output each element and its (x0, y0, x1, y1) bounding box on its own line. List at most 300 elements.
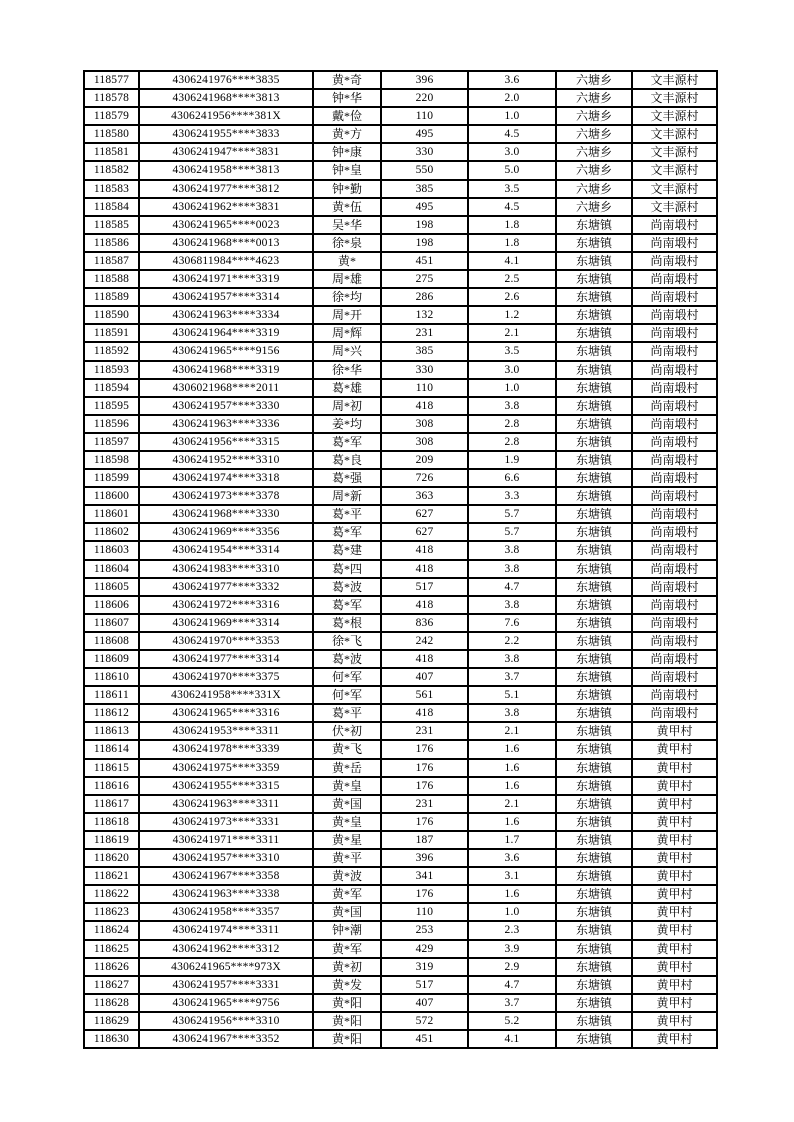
cell-id-masked: 4306241971****3319 (139, 270, 313, 288)
cell-name: 葛*军 (313, 596, 381, 614)
cell-id-masked: 4306241956****381X (139, 107, 313, 125)
table-row (84, 505, 717, 523)
cell-village: 尚南塅村 (632, 686, 717, 704)
cell-rate: 4.7 (468, 578, 556, 596)
cell-serial-number: 118625 (84, 940, 139, 958)
cell-serial-number: 118598 (84, 451, 139, 469)
cell-township: 东塘镇 (556, 578, 632, 596)
cell-amount: 341 (381, 867, 468, 885)
table-row (84, 198, 717, 216)
cell-township: 六塘乡 (556, 143, 632, 161)
cell-village: 尚南塅村 (632, 379, 717, 397)
cell-amount: 418 (381, 596, 468, 614)
table-row (84, 831, 717, 849)
cell-amount: 176 (381, 777, 468, 795)
table-row (84, 252, 717, 270)
cell-id-masked: 4306241973****3378 (139, 487, 313, 505)
cell-village: 黄甲村 (632, 903, 717, 921)
cell-serial-number: 118601 (84, 505, 139, 523)
cell-township: 东塘镇 (556, 505, 632, 523)
cell-name: 周*开 (313, 306, 381, 324)
cell-township: 东塘镇 (556, 921, 632, 939)
cell-village: 文丰源村 (632, 180, 717, 198)
cell-amount: 407 (381, 668, 468, 686)
cell-amount: 429 (381, 940, 468, 958)
cell-name: 黄* (313, 252, 381, 270)
cell-amount: 220 (381, 89, 468, 107)
cell-township: 东塘镇 (556, 994, 632, 1012)
cell-name: 葛*平 (313, 505, 381, 523)
cell-amount: 517 (381, 578, 468, 596)
cell-serial-number: 118591 (84, 324, 139, 342)
cell-serial-number: 118612 (84, 704, 139, 722)
cell-serial-number: 118619 (84, 831, 139, 849)
table-row (84, 994, 717, 1012)
cell-village: 黄甲村 (632, 831, 717, 849)
cell-amount: 308 (381, 433, 468, 451)
cell-serial-number: 118580 (84, 125, 139, 143)
table-row (84, 632, 717, 650)
cell-serial-number: 118608 (84, 632, 139, 650)
cell-name: 钟*华 (313, 89, 381, 107)
cell-id-masked: 4306241967****3358 (139, 867, 313, 885)
cell-village: 尚南塅村 (632, 704, 717, 722)
cell-amount: 418 (381, 541, 468, 559)
cell-name: 葛*根 (313, 614, 381, 632)
table-row (84, 704, 717, 722)
cell-id-masked: 4306241963****3334 (139, 306, 313, 324)
cell-village: 文丰源村 (632, 161, 717, 179)
cell-id-masked: 4306241969****3314 (139, 614, 313, 632)
cell-amount: 550 (381, 161, 468, 179)
cell-name: 黄*平 (313, 849, 381, 867)
cell-township: 东塘镇 (556, 867, 632, 885)
cell-rate: 2.6 (468, 288, 556, 306)
cell-serial-number: 118627 (84, 976, 139, 994)
cell-id-masked: 4306241977****3332 (139, 578, 313, 596)
table-row (84, 885, 717, 903)
cell-serial-number: 118630 (84, 1030, 139, 1048)
cell-serial-number: 118583 (84, 180, 139, 198)
cell-id-masked: 4306241958****3357 (139, 903, 313, 921)
cell-amount: 363 (381, 487, 468, 505)
cell-village: 文丰源村 (632, 71, 717, 89)
cell-rate: 3.5 (468, 180, 556, 198)
cell-village: 尚南塅村 (632, 415, 717, 433)
cell-township: 东塘镇 (556, 397, 632, 415)
table-body (84, 71, 717, 1048)
cell-serial-number: 118626 (84, 958, 139, 976)
cell-name: 何*军 (313, 686, 381, 704)
cell-village: 黄甲村 (632, 740, 717, 758)
cell-serial-number: 118587 (84, 252, 139, 270)
table-row (84, 415, 717, 433)
cell-serial-number: 118577 (84, 71, 139, 89)
cell-amount: 418 (381, 397, 468, 415)
cell-serial-number: 118602 (84, 523, 139, 541)
table-row (84, 234, 717, 252)
cell-township: 东塘镇 (556, 885, 632, 903)
cell-township: 东塘镇 (556, 234, 632, 252)
cell-amount: 418 (381, 560, 468, 578)
cell-rate: 5.7 (468, 523, 556, 541)
cell-village: 黄甲村 (632, 940, 717, 958)
cell-name: 葛*军 (313, 433, 381, 451)
table-row (84, 686, 717, 704)
cell-amount: 110 (381, 107, 468, 125)
table-row (84, 813, 717, 831)
cell-rate: 2.8 (468, 415, 556, 433)
cell-serial-number: 118590 (84, 306, 139, 324)
cell-name: 黄*星 (313, 831, 381, 849)
cell-name: 黄*军 (313, 940, 381, 958)
cell-rate: 1.6 (468, 777, 556, 795)
cell-id-masked: 4306241976****3835 (139, 71, 313, 89)
cell-name: 吴*华 (313, 216, 381, 234)
table-row (84, 397, 717, 415)
cell-name: 徐*华 (313, 361, 381, 379)
cell-serial-number: 118610 (84, 668, 139, 686)
cell-township: 东塘镇 (556, 379, 632, 397)
cell-village: 尚南塅村 (632, 234, 717, 252)
cell-amount: 308 (381, 415, 468, 433)
cell-village: 尚南塅村 (632, 397, 717, 415)
cell-amount: 418 (381, 704, 468, 722)
cell-id-masked: 4306241974****3311 (139, 921, 313, 939)
cell-name: 徐*飞 (313, 632, 381, 650)
table-row (84, 903, 717, 921)
cell-rate: 2.1 (468, 324, 556, 342)
cell-village: 尚南塅村 (632, 632, 717, 650)
cell-name: 周*兴 (313, 342, 381, 360)
cell-rate: 4.1 (468, 252, 556, 270)
cell-rate: 3.1 (468, 867, 556, 885)
cell-rate: 1.9 (468, 451, 556, 469)
cell-township: 六塘乡 (556, 180, 632, 198)
cell-amount: 198 (381, 216, 468, 234)
cell-village: 尚南塅村 (632, 306, 717, 324)
cell-id-masked: 4306241971****3311 (139, 831, 313, 849)
cell-name: 黄*飞 (313, 740, 381, 758)
cell-rate: 3.6 (468, 71, 556, 89)
cell-name: 黄*皇 (313, 777, 381, 795)
table-row (84, 180, 717, 198)
cell-township: 东塘镇 (556, 523, 632, 541)
cell-serial-number: 118585 (84, 216, 139, 234)
cell-id-masked: 4306241955****3315 (139, 777, 313, 795)
cell-amount: 330 (381, 143, 468, 161)
cell-village: 尚南塅村 (632, 288, 717, 306)
cell-id-masked: 4306241963****3338 (139, 885, 313, 903)
cell-serial-number: 118611 (84, 686, 139, 704)
cell-amount: 275 (381, 270, 468, 288)
cell-township: 六塘乡 (556, 161, 632, 179)
cell-name: 黄*方 (313, 125, 381, 143)
cell-name: 葛*强 (313, 469, 381, 487)
cell-serial-number: 118616 (84, 777, 139, 795)
cell-name: 黄*岳 (313, 759, 381, 777)
cell-id-masked: 4306241965****0023 (139, 216, 313, 234)
cell-serial-number: 118597 (84, 433, 139, 451)
cell-serial-number: 118596 (84, 415, 139, 433)
cell-id-masked: 4306241957****3310 (139, 849, 313, 867)
cell-name: 葛*波 (313, 578, 381, 596)
cell-rate: 3.5 (468, 342, 556, 360)
table-row (84, 433, 717, 451)
cell-village: 黄甲村 (632, 795, 717, 813)
cell-serial-number: 118605 (84, 578, 139, 596)
cell-township: 六塘乡 (556, 89, 632, 107)
table-row (84, 596, 717, 614)
cell-township: 东塘镇 (556, 831, 632, 849)
cell-id-masked: 4306241954****3314 (139, 541, 313, 559)
cell-id-masked: 4306241977****3812 (139, 180, 313, 198)
cell-amount: 110 (381, 379, 468, 397)
cell-village: 黄甲村 (632, 921, 717, 939)
table-row (84, 541, 717, 559)
cell-rate: 5.0 (468, 161, 556, 179)
cell-rate: 2.5 (468, 270, 556, 288)
cell-rate: 2.1 (468, 795, 556, 813)
cell-township: 东塘镇 (556, 288, 632, 306)
cell-village: 文丰源村 (632, 107, 717, 125)
cell-serial-number: 118617 (84, 795, 139, 813)
cell-township: 东塘镇 (556, 976, 632, 994)
cell-amount: 187 (381, 831, 468, 849)
cell-amount: 418 (381, 650, 468, 668)
cell-name: 葛*波 (313, 650, 381, 668)
cell-village: 尚南塅村 (632, 650, 717, 668)
table-row (84, 523, 717, 541)
cell-amount: 627 (381, 505, 468, 523)
cell-township: 东塘镇 (556, 777, 632, 795)
cell-rate: 1.2 (468, 306, 556, 324)
cell-rate: 5.2 (468, 1012, 556, 1030)
cell-amount: 572 (381, 1012, 468, 1030)
cell-name: 黄*奇 (313, 71, 381, 89)
cell-rate: 5.1 (468, 686, 556, 704)
table-row (84, 976, 717, 994)
cell-rate: 3.8 (468, 650, 556, 668)
cell-name: 钟*康 (313, 143, 381, 161)
cell-amount: 242 (381, 632, 468, 650)
records-table (83, 70, 718, 1049)
table-row (84, 849, 717, 867)
cell-id-masked: 4306241965****9156 (139, 342, 313, 360)
cell-rate: 2.3 (468, 921, 556, 939)
cell-name: 钟*潮 (313, 921, 381, 939)
cell-id-masked: 4306241965****9756 (139, 994, 313, 1012)
cell-rate: 1.7 (468, 831, 556, 849)
cell-id-masked: 4306241972****3316 (139, 596, 313, 614)
cell-township: 东塘镇 (556, 958, 632, 976)
cell-township: 六塘乡 (556, 107, 632, 125)
cell-village: 黄甲村 (632, 722, 717, 740)
cell-village: 尚南塅村 (632, 361, 717, 379)
cell-id-masked: 4306241958****3813 (139, 161, 313, 179)
table-row (84, 668, 717, 686)
cell-id-masked: 4306241958****331X (139, 686, 313, 704)
cell-id-masked: 4306241962****3831 (139, 198, 313, 216)
cell-serial-number: 118609 (84, 650, 139, 668)
cell-township: 东塘镇 (556, 415, 632, 433)
cell-id-masked: 4306241970****3375 (139, 668, 313, 686)
cell-serial-number: 118578 (84, 89, 139, 107)
cell-serial-number: 118603 (84, 541, 139, 559)
cell-id-masked: 4306241963****3336 (139, 415, 313, 433)
cell-township: 东塘镇 (556, 813, 632, 831)
cell-id-masked: 4306241957****3330 (139, 397, 313, 415)
cell-amount: 231 (381, 795, 468, 813)
cell-village: 尚南塅村 (632, 523, 717, 541)
cell-name: 黄*皇 (313, 813, 381, 831)
cell-id-masked: 4306241968****3319 (139, 361, 313, 379)
table-row (84, 777, 717, 795)
cell-serial-number: 118614 (84, 740, 139, 758)
cell-village: 尚南塅村 (632, 433, 717, 451)
table-row (84, 1030, 717, 1048)
cell-name: 戴*俭 (313, 107, 381, 125)
cell-amount: 286 (381, 288, 468, 306)
cell-township: 东塘镇 (556, 306, 632, 324)
cell-village: 黄甲村 (632, 777, 717, 795)
cell-amount: 209 (381, 451, 468, 469)
cell-name: 葛*良 (313, 451, 381, 469)
table-row (84, 487, 717, 505)
cell-amount: 726 (381, 469, 468, 487)
cell-name: 周*初 (313, 397, 381, 415)
cell-name: 葛*四 (313, 560, 381, 578)
table-row (84, 89, 717, 107)
cell-village: 黄甲村 (632, 994, 717, 1012)
cell-rate: 3.0 (468, 361, 556, 379)
cell-id-masked: 4306241969****3356 (139, 523, 313, 541)
cell-village: 文丰源村 (632, 125, 717, 143)
cell-id-masked: 4306241970****3353 (139, 632, 313, 650)
cell-amount: 176 (381, 885, 468, 903)
cell-serial-number: 118615 (84, 759, 139, 777)
cell-village: 文丰源村 (632, 198, 717, 216)
cell-name: 黄*军 (313, 885, 381, 903)
cell-village: 尚南塅村 (632, 560, 717, 578)
cell-serial-number: 118629 (84, 1012, 139, 1030)
cell-township: 东塘镇 (556, 849, 632, 867)
cell-village: 尚南塅村 (632, 596, 717, 614)
cell-village: 尚南塅村 (632, 614, 717, 632)
cell-rate: 1.8 (468, 216, 556, 234)
cell-serial-number: 118584 (84, 198, 139, 216)
table-row (84, 469, 717, 487)
cell-id-masked: 4306241963****3311 (139, 795, 313, 813)
cell-village: 黄甲村 (632, 849, 717, 867)
cell-township: 东塘镇 (556, 342, 632, 360)
cell-township: 东塘镇 (556, 252, 632, 270)
table-row (84, 722, 717, 740)
cell-id-masked: 4306241965****3316 (139, 704, 313, 722)
cell-township: 东塘镇 (556, 361, 632, 379)
table-row (84, 216, 717, 234)
cell-amount: 495 (381, 125, 468, 143)
cell-rate: 4.1 (468, 1030, 556, 1048)
cell-id-masked: 4306241967****3352 (139, 1030, 313, 1048)
table-row (84, 125, 717, 143)
cell-township: 东塘镇 (556, 759, 632, 777)
cell-rate: 1.6 (468, 885, 556, 903)
cell-village: 尚南塅村 (632, 216, 717, 234)
cell-rate: 3.8 (468, 541, 556, 559)
cell-township: 东塘镇 (556, 686, 632, 704)
cell-name: 姜*均 (313, 415, 381, 433)
cell-village: 黄甲村 (632, 976, 717, 994)
cell-id-masked: 4306241953****3311 (139, 722, 313, 740)
cell-id-masked: 4306241956****3310 (139, 1012, 313, 1030)
cell-rate: 2.1 (468, 722, 556, 740)
cell-id-masked: 4306241983****3310 (139, 560, 313, 578)
cell-village: 尚南塅村 (632, 578, 717, 596)
cell-serial-number: 118579 (84, 107, 139, 125)
cell-township: 东塘镇 (556, 324, 632, 342)
cell-serial-number: 118586 (84, 234, 139, 252)
cell-rate: 7.6 (468, 614, 556, 632)
table-row (84, 161, 717, 179)
cell-rate: 1.6 (468, 740, 556, 758)
cell-id-masked: 4306241968****0013 (139, 234, 313, 252)
cell-serial-number: 118613 (84, 722, 139, 740)
cell-serial-number: 118607 (84, 614, 139, 632)
table-row (84, 958, 717, 976)
cell-amount: 627 (381, 523, 468, 541)
cell-id-masked: 4306241977****3314 (139, 650, 313, 668)
cell-township: 东塘镇 (556, 216, 632, 234)
cell-rate: 3.8 (468, 397, 556, 415)
cell-rate: 4.5 (468, 198, 556, 216)
cell-id-masked: 4306241968****3813 (139, 89, 313, 107)
table-row (84, 867, 717, 885)
cell-rate: 5.7 (468, 505, 556, 523)
cell-amount: 176 (381, 759, 468, 777)
cell-serial-number: 118594 (84, 379, 139, 397)
cell-rate: 6.6 (468, 469, 556, 487)
cell-township: 东塘镇 (556, 704, 632, 722)
cell-rate: 3.7 (468, 994, 556, 1012)
cell-village: 尚南塅村 (632, 469, 717, 487)
cell-name: 周*新 (313, 487, 381, 505)
cell-id-masked: 4306241952****3310 (139, 451, 313, 469)
cell-village: 尚南塅村 (632, 270, 717, 288)
table-row (84, 451, 717, 469)
cell-name: 伏*初 (313, 722, 381, 740)
cell-name: 钟*勤 (313, 180, 381, 198)
cell-name: 徐*泉 (313, 234, 381, 252)
cell-village: 文丰源村 (632, 143, 717, 161)
cell-id-masked: 4306241955****3833 (139, 125, 313, 143)
cell-township: 东塘镇 (556, 668, 632, 686)
cell-amount: 385 (381, 342, 468, 360)
cell-name: 黄*阳 (313, 1030, 381, 1048)
cell-village: 尚南塅村 (632, 487, 717, 505)
cell-serial-number: 118592 (84, 342, 139, 360)
cell-name: 黄*阳 (313, 994, 381, 1012)
cell-township: 东塘镇 (556, 1030, 632, 1048)
table-row (84, 342, 717, 360)
cell-village: 黄甲村 (632, 813, 717, 831)
cell-amount: 330 (381, 361, 468, 379)
cell-village: 黄甲村 (632, 1012, 717, 1030)
table-row (84, 107, 717, 125)
cell-serial-number: 118622 (84, 885, 139, 903)
cell-township: 东塘镇 (556, 903, 632, 921)
cell-rate: 2.0 (468, 89, 556, 107)
